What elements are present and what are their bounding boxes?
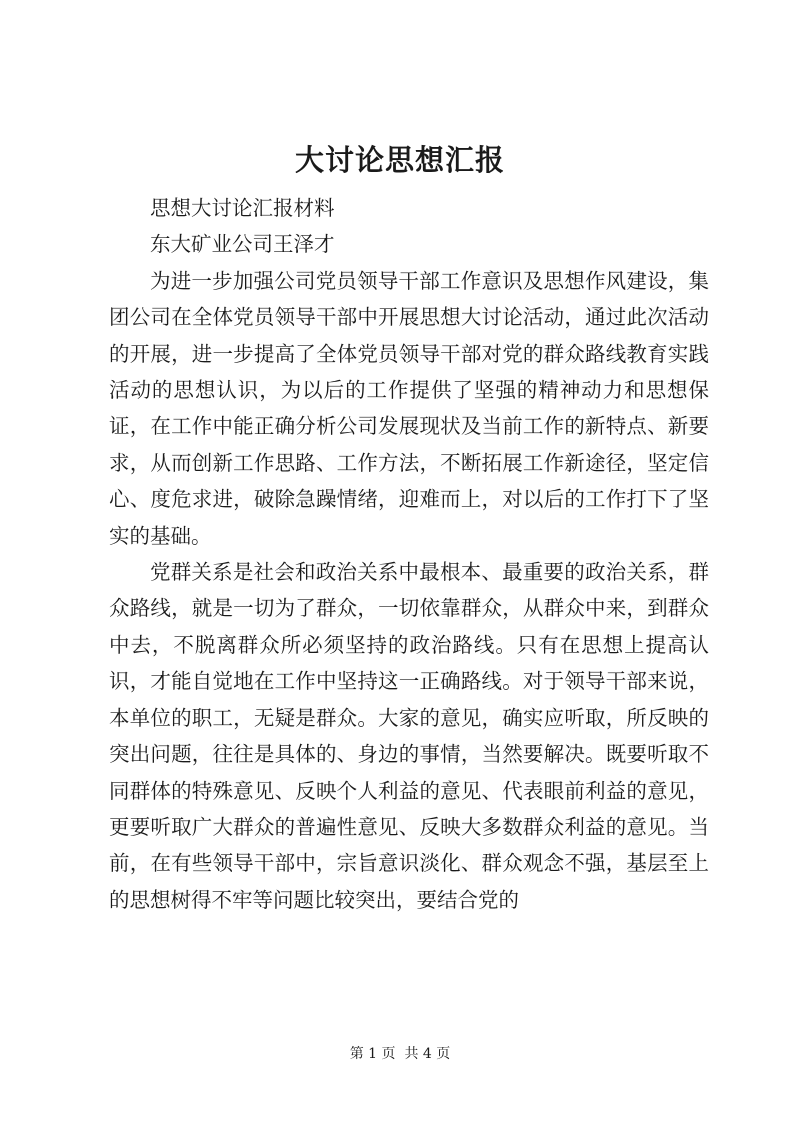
document-title: 大讨论思想汇报 <box>294 143 505 177</box>
page-number: 第 1 页 共 4 页 <box>349 1046 451 1062</box>
paragraph-mass-line: 党群关系是社会和政治关系中最根本、最重要的政治关系，群众路线，就是一切为了群众，一切依靠群众，从群众中来，到群众中去，不脱离群众所必须坚持的政治路线。只有在思想上提高认识，才能自觉地在工作中坚持这一正确路线。对于领导干部来说，本单位的职工，无疑是群众。大家的意见，确实应听取，所反映的突出问题，往往是具体的、身边的事情，当然要解决。既要听取不同群体的特殊意见、反映个人利益的意见、代表眼前利益的意见，更要听取广大群众的普遍性意见、反映大多数群众利益的意见。当前，在有些领导干部中，宗旨意识淡化、群众观念不强，基层至上的思想树得不牢等问题比较突出，要结合党的 <box>109 560 709 912</box>
document-body <box>109 190 709 918</box>
page-footer <box>0 1044 800 1064</box>
paragraph-intro: 为进一步加强公司党员领导干部工作意识及思想作风建设，集团公司在全体党员领导干部中开展思想大讨论活动，通过此次活动的开展，进一步提高了全体党员领导干部对党的群众路线教育实践活动的思想认识，为以后的工作提供了坚强的精神动力和思想保证，在工作中能正确分析公司发展现状及当前工作的新特点、新要求，从而创新工作思路、工作方法，不断拓展工作新途径，坚定信心、度危求进，破除急躁情绪，迎难而上，对以后的工作打下了坚实的基础。 <box>109 268 709 548</box>
paragraph-author: 东大矿业公司王泽才 <box>150 232 335 257</box>
paragraph-subtitle: 思想大讨论汇报材料 <box>150 196 335 220</box>
